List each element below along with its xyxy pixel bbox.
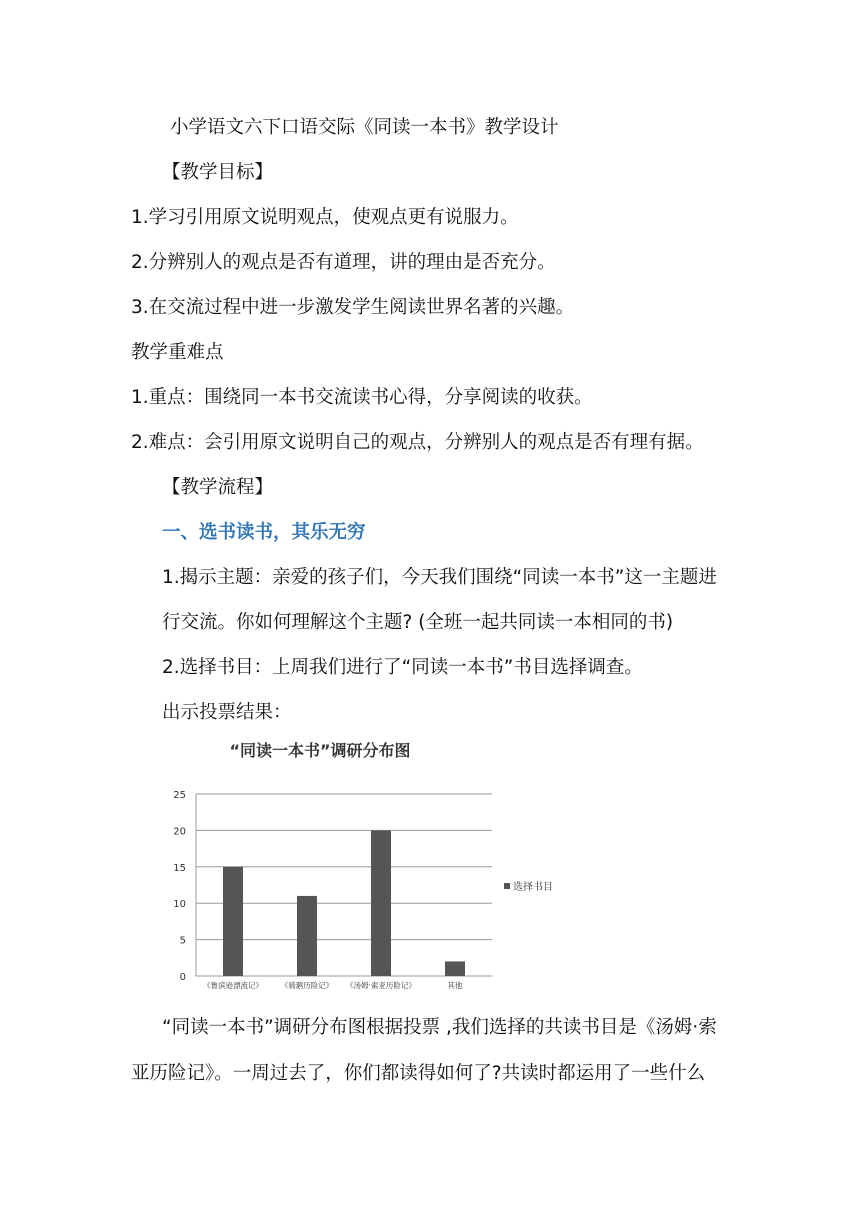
key-points-heading: 教学重难点	[131, 342, 224, 363]
paragraph-2-line-2: 出示投票结果：	[162, 702, 292, 723]
document-title: 小学语文六下口语交际《同读一本书》教学设计	[170, 117, 559, 138]
legend-label: 选择书目	[513, 882, 553, 893]
paragraph-3-line-2: 亚历险记》。一周过去了，你们都读得如何了?共读时都运用了一些什么	[131, 1063, 706, 1084]
y-tick-label: 5	[179, 935, 186, 947]
survey-bar-chart	[160, 728, 560, 1000]
key-point-2: 2.难点：会引用原文说明自己的观点，分辨别人的观点是否有理有据。	[131, 432, 704, 453]
process-heading: 【教学流程】	[162, 477, 274, 498]
y-tick-label: 0	[179, 972, 186, 983]
y-tick-label: 10	[173, 899, 186, 911]
x-tick-label: 《汤姆·索亚历险记》	[346, 981, 416, 990]
goals-heading: 【教学目标】	[162, 162, 274, 183]
x-tick-label: 《骑鹅历险记》	[280, 981, 334, 990]
y-tick-label: 20	[173, 826, 186, 838]
paragraph-1-line-1: 1.揭示主题：亲爱的孩子们，今天我们围绕“同读一本书”这一主题进	[162, 567, 717, 588]
chart-title: “同读一本书”调研分布图	[229, 741, 411, 760]
legend-swatch	[504, 883, 510, 889]
paragraph-3-line-1: “同读一本书”调研分布图根据投票 ,我们选择的共读书目是《汤姆·索	[162, 1017, 717, 1038]
key-point-1: 1.重点：围绕同一本书交流读书心得，分享阅读的收获。	[131, 387, 593, 408]
paragraph-1-line-2: 行交流。你如何理解这个主题? (全班一起共同读一本相同的书)	[162, 612, 674, 633]
bar	[445, 961, 465, 976]
paragraph-2-line-1: 2.选择书目：上周我们进行了“同读一本书”书目选择调查。	[162, 657, 643, 678]
goal-item-3: 3.在交流过程中进一步激发学生阅读世界名著的兴趣。	[131, 297, 575, 318]
y-tick-label: 15	[173, 862, 186, 874]
section-heading-1: 一、选书读书，其乐无穷	[162, 522, 366, 543]
bar	[223, 867, 243, 976]
bar	[371, 830, 391, 976]
x-tick-label: 其他	[447, 981, 463, 990]
goal-item-2: 2.分辨别人的观点是否有道理，讲的理由是否充分。	[131, 252, 556, 273]
y-tick-label: 25	[173, 790, 186, 801]
goal-item-1: 1.学习引用原文说明观点，使观点更有说服力。	[131, 207, 519, 228]
bar	[297, 896, 317, 976]
x-tick-label: 《鲁滨逊漂流记》	[203, 981, 263, 990]
